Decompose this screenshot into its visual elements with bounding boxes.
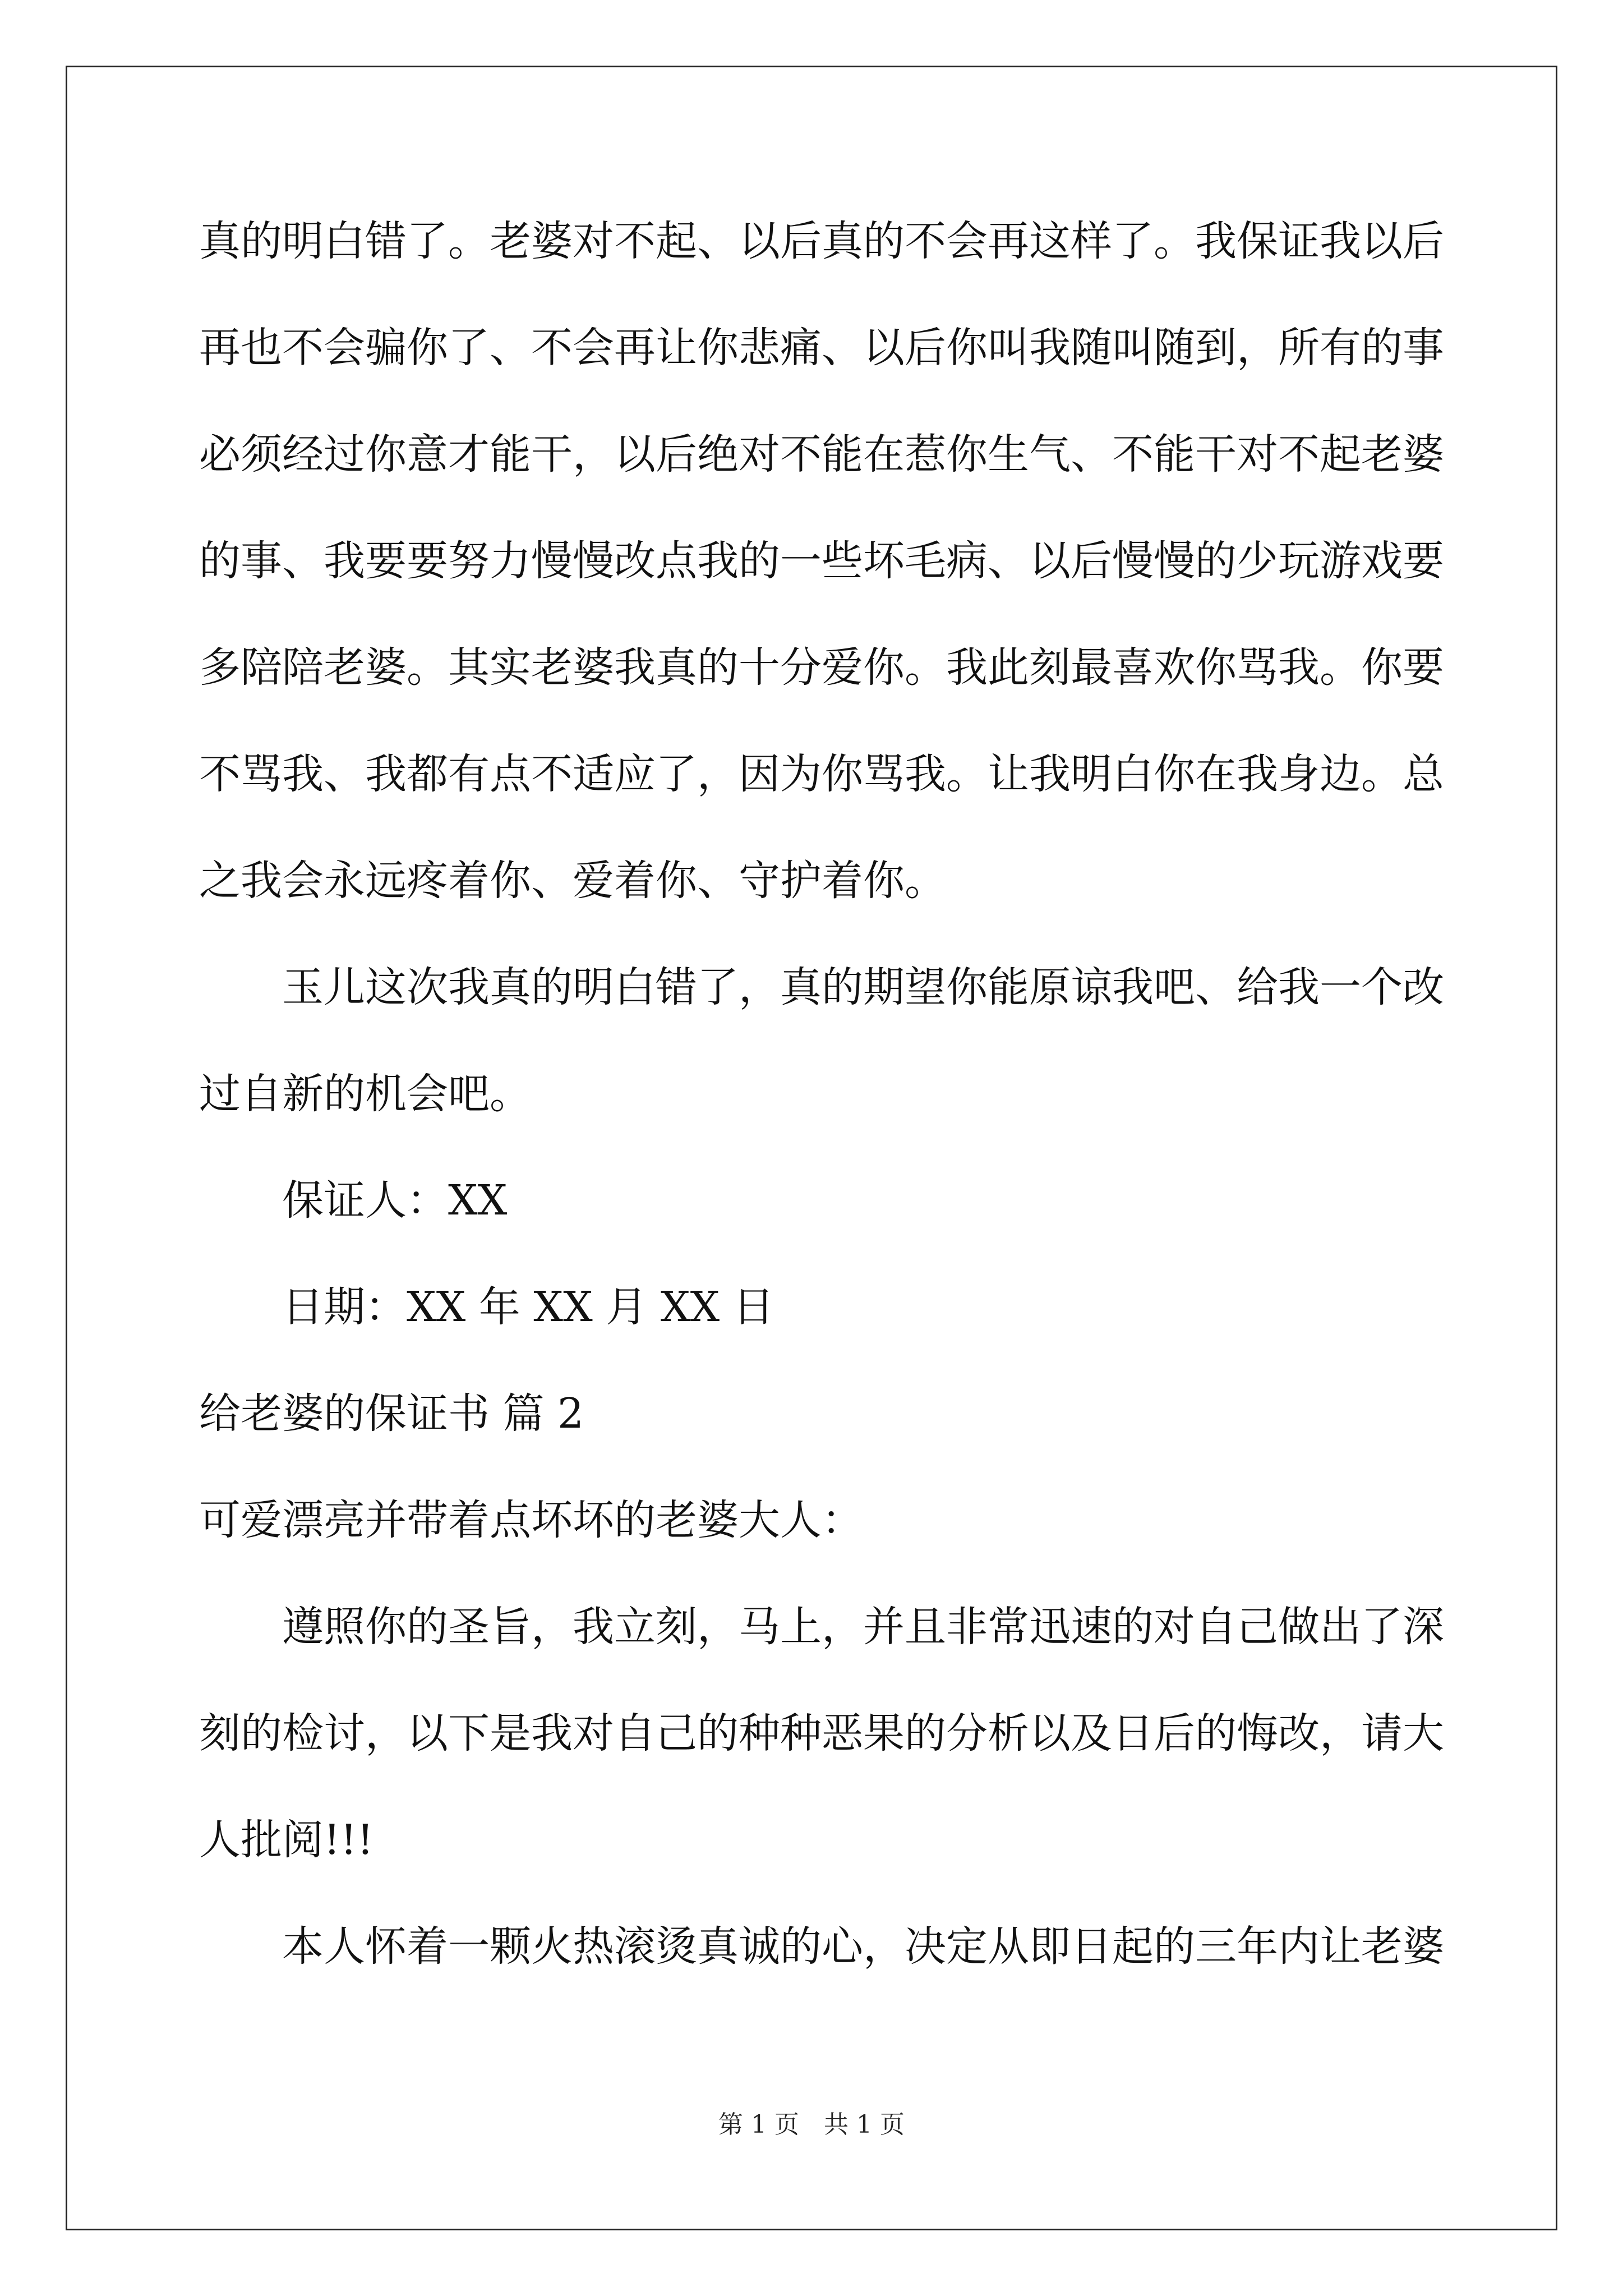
text-line: 必须经过你意才能干，以后绝对不能在惹你生气、不能干对不起老婆 xyxy=(199,430,1444,478)
salutation-line: 可爱漂亮并带着点坏坏的老婆大人： xyxy=(199,1496,863,1544)
page-footer: 第 1 页 共 1 页 xyxy=(718,2110,905,2139)
text-line: 再也不会骗你了、不会再让你悲痛、以后你叫我随叫随到，所有的事 xyxy=(199,324,1444,372)
text-line: 遵照你的圣旨，我立刻，马上，并且非常迅速的对自己做出了深 xyxy=(282,1603,1444,1651)
text-line: 之我会永远疼着你、爱着你、守护着你。 xyxy=(199,857,946,905)
text-line: 人批阅!!! xyxy=(199,1816,374,1864)
date-line: 日期：XX 年 XX 月 XX 日 xyxy=(282,1283,774,1331)
text-line: 不骂我、我都有点不适应了，因为你骂我。让我明白你在我身边。总 xyxy=(199,750,1444,798)
text-line: 玉儿这次我真的明白错了，真的期望你能原谅我吧、给我一个改 xyxy=(282,963,1444,1011)
section-heading: 给老婆的保证书 篇 2 xyxy=(199,1389,584,1438)
text-line: 多陪陪老婆。其实老婆我真的十分爱你。我此刻最喜欢你骂我。你要 xyxy=(199,643,1444,692)
text-line: 本人怀着一颗火热滚烫真诚的心，决定从即日起的三年内让老婆 xyxy=(282,1922,1444,1971)
guarantor-line: 保证人：XX xyxy=(282,1176,508,1225)
document-body xyxy=(199,210,1444,2022)
text-line: 真的明白错了。老婆对不起、以后真的不会再这样了。我保证我以后 xyxy=(199,217,1444,265)
text-line: 刻的检讨，以下是我对自己的种种恶果的分析以及日后的悔改，请大 xyxy=(199,1709,1444,1757)
text-line: 过自新的机会吧。 xyxy=(199,1070,531,1118)
text-line: 的事、我要要努力慢慢改点我的一些坏毛病、以后慢慢的少玩游戏要 xyxy=(199,537,1444,585)
